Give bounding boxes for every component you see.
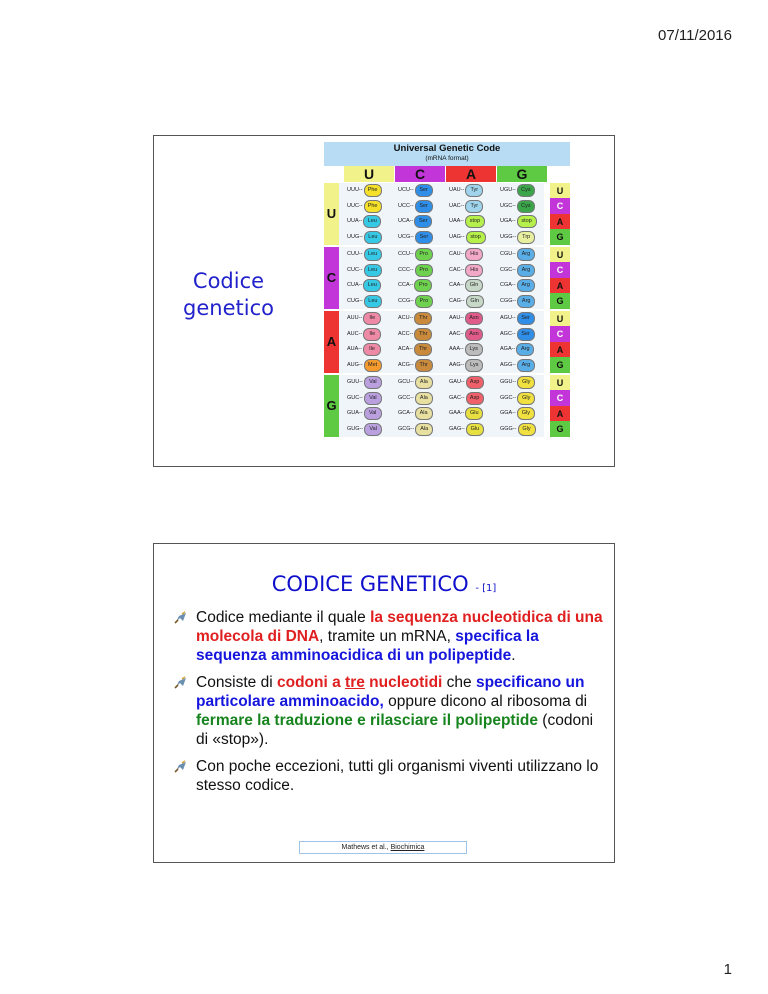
third-base-G: G bbox=[550, 421, 570, 437]
third-base-A: A bbox=[550, 214, 570, 230]
codon-cell bbox=[449, 375, 484, 390]
slide2-title bbox=[154, 572, 614, 596]
source-prefix: Mathews et al., bbox=[341, 844, 391, 851]
codon-cell bbox=[449, 327, 483, 342]
codon-label: UAC-- bbox=[449, 202, 465, 209]
bullet-text-segment: che bbox=[442, 674, 476, 691]
codon-label: UUU-- bbox=[347, 187, 363, 193]
codon-cell bbox=[347, 311, 381, 326]
codon-label: UCU-- bbox=[398, 187, 414, 193]
codon-label: AGU-- bbox=[500, 315, 516, 321]
amino-acid-badge: Tyr bbox=[465, 200, 483, 213]
amino-acid-badge: Cys bbox=[517, 200, 535, 213]
row-header-C: C bbox=[324, 247, 339, 309]
source-citation bbox=[299, 841, 467, 854]
amino-acid-badge: Arg bbox=[517, 248, 535, 261]
codon-label: AAU-- bbox=[449, 315, 464, 321]
bullet-text-segment: Codice mediante il quale bbox=[196, 609, 371, 626]
column-header-A: A bbox=[446, 166, 496, 182]
amino-acid-badge: Arg bbox=[516, 343, 534, 356]
codon-label: GAC-- bbox=[449, 394, 465, 401]
codon-cell bbox=[398, 183, 433, 198]
column-header-C: C bbox=[395, 166, 445, 182]
codon-cell bbox=[500, 230, 535, 245]
codon-cell bbox=[398, 391, 433, 406]
codon-cell bbox=[398, 375, 433, 390]
codon-cell bbox=[500, 183, 535, 198]
codon-cell bbox=[347, 294, 382, 309]
amino-acid-badge: Ser bbox=[415, 200, 433, 213]
amino-acid-badge: stop bbox=[517, 215, 537, 228]
amino-acid-badge: Ala bbox=[415, 423, 433, 436]
codon-cell bbox=[500, 342, 534, 357]
codon-label: CCC-- bbox=[398, 266, 414, 273]
codon-cell bbox=[347, 422, 382, 437]
third-base-A: A bbox=[550, 406, 570, 422]
codon-label: ACU-- bbox=[398, 315, 414, 321]
third-base-U: U bbox=[550, 247, 570, 263]
codon-label: AGC-- bbox=[500, 330, 516, 337]
codon-label: UGU-- bbox=[500, 187, 516, 193]
codon-label: AUG-- bbox=[347, 361, 363, 368]
codon-label: UGA-- bbox=[500, 218, 516, 224]
amino-acid-badge: Gly bbox=[518, 423, 536, 436]
row-header-A: A bbox=[324, 311, 339, 373]
codon-cell bbox=[347, 183, 382, 198]
codon-label: CAG-- bbox=[449, 297, 465, 304]
amino-acid-badge: Lys bbox=[465, 359, 483, 372]
amino-acid-badge: Asn bbox=[465, 312, 483, 325]
codon-cell bbox=[500, 199, 535, 214]
codon-label: CUG-- bbox=[347, 297, 363, 304]
bullet-text-segment: Consiste di bbox=[196, 674, 277, 691]
codon-cell bbox=[449, 391, 484, 406]
codon-cell bbox=[449, 422, 484, 437]
codon-cell bbox=[449, 230, 486, 245]
amino-acid-badge: Val bbox=[364, 423, 382, 436]
bullet-text-segment: , tramite un mRNA, bbox=[319, 628, 456, 645]
bullet-text-segment: . bbox=[511, 647, 516, 664]
amino-acid-badge: Val bbox=[364, 376, 382, 389]
codon-cell bbox=[449, 342, 483, 357]
amino-acid-badge: Leu bbox=[363, 215, 381, 228]
amino-acid-badge: Pro bbox=[415, 248, 433, 261]
codon-cell bbox=[500, 263, 535, 278]
codon-label: CCA-- bbox=[398, 282, 414, 288]
codon-label: AUA-- bbox=[347, 346, 362, 352]
amino-acid-badge: Pro bbox=[415, 264, 433, 277]
codon-label: AGG-- bbox=[500, 361, 516, 368]
codon-cell bbox=[398, 278, 432, 293]
column-header-U: U bbox=[344, 166, 394, 182]
codon-cell bbox=[449, 247, 483, 262]
table-header bbox=[324, 142, 570, 166]
slide-codice-genetico bbox=[153, 543, 615, 863]
third-base-A: A bbox=[550, 278, 570, 294]
amino-acid-badge: Thr bbox=[414, 328, 432, 341]
codon-label: GCU-- bbox=[398, 379, 414, 385]
codon-cell bbox=[347, 391, 382, 406]
genetic-code-table bbox=[324, 142, 570, 442]
bullet-text-segment: specifica la sequenza amminoacidica di un polipeptide bbox=[196, 628, 539, 664]
table-subtitle: (mRNA format) bbox=[425, 155, 469, 162]
codon-cell bbox=[449, 263, 483, 278]
amino-acid-badge: Leu bbox=[363, 279, 381, 292]
amino-acid-badge: Lys bbox=[465, 343, 483, 356]
codon-cell bbox=[347, 406, 382, 421]
codon-label: CGU-- bbox=[500, 251, 516, 257]
codon-label: UUG-- bbox=[347, 233, 363, 240]
amino-acid-badge: Ser bbox=[414, 215, 432, 228]
codon-label: GAU-- bbox=[449, 379, 465, 385]
page-number: 1 bbox=[723, 961, 732, 978]
amino-acid-badge: Gly bbox=[517, 376, 535, 389]
amino-acid-badge: Thr bbox=[414, 343, 432, 356]
amino-acid-badge: Asp bbox=[466, 392, 484, 405]
codon-label: AUC-- bbox=[347, 330, 363, 337]
amino-acid-badge: Cys bbox=[517, 184, 535, 197]
codon-label: UCC-- bbox=[398, 202, 414, 209]
amino-acid-badge: Pro bbox=[415, 295, 433, 308]
bullet-item bbox=[172, 673, 604, 749]
codon-label: GUU-- bbox=[347, 379, 363, 385]
codon-label: GGU-- bbox=[500, 379, 517, 385]
third-base-C: C bbox=[550, 262, 570, 278]
third-base-C: C bbox=[550, 390, 570, 406]
amino-acid-badge: Ser bbox=[517, 312, 535, 325]
slide-genetic-code-table bbox=[153, 135, 615, 467]
codon-cell bbox=[347, 247, 382, 262]
row-header-U: U bbox=[324, 183, 339, 245]
amino-acid-badge: Ser bbox=[517, 328, 535, 341]
amino-acid-badge: Arg bbox=[517, 279, 535, 292]
codon-cell bbox=[398, 294, 433, 309]
codon-cell bbox=[449, 183, 483, 198]
amino-acid-badge: Arg bbox=[517, 359, 535, 372]
slide1-title: Codice genetico bbox=[183, 269, 274, 320]
slide2-title-ref: - [1] bbox=[475, 583, 497, 594]
third-base-G: G bbox=[550, 357, 570, 373]
codon-cell bbox=[398, 199, 433, 214]
codon-cell bbox=[449, 406, 483, 421]
amino-acid-badge: Ile bbox=[363, 343, 381, 356]
amino-acid-badge: Leu bbox=[364, 295, 382, 308]
third-base-C: C bbox=[550, 198, 570, 214]
codon-cell bbox=[449, 294, 484, 309]
codon-cell bbox=[398, 311, 432, 326]
codon-cell bbox=[347, 214, 381, 229]
amino-acid-badge: Arg bbox=[517, 264, 535, 277]
codon-label: CUA-- bbox=[347, 282, 363, 288]
table-title: Universal Genetic Code bbox=[393, 143, 501, 154]
amino-acid-badge: Gly bbox=[517, 407, 535, 420]
codon-label: UGC-- bbox=[500, 202, 516, 209]
amino-acid-badge: Val bbox=[364, 392, 382, 405]
codon-label: GUG-- bbox=[347, 425, 364, 432]
codon-label: GUC-- bbox=[347, 394, 363, 401]
codon-cell bbox=[347, 278, 381, 293]
amino-acid-badge: Phe bbox=[364, 200, 382, 213]
codon-label: ACG-- bbox=[398, 361, 414, 368]
codon-label: GCG-- bbox=[398, 425, 415, 432]
bullet-text-segment: oppure dicono al ribosoma di bbox=[383, 693, 588, 710]
amino-acid-badge: Ser bbox=[415, 231, 433, 244]
codon-cell bbox=[398, 230, 433, 245]
codon-label: AGA-- bbox=[500, 346, 516, 352]
third-base-G: G bbox=[550, 293, 570, 309]
codon-cell bbox=[500, 278, 535, 293]
codon-cell bbox=[347, 327, 381, 342]
codon-label: GGC-- bbox=[500, 394, 517, 401]
codon-cell bbox=[449, 278, 483, 293]
codon-label: CGG-- bbox=[500, 297, 517, 304]
codon-label: CCU-- bbox=[398, 251, 414, 257]
bullet-list bbox=[172, 608, 604, 803]
codon-cell bbox=[398, 263, 433, 278]
amino-acid-badge: Ile bbox=[363, 312, 381, 325]
header-date: 07/11/2016 bbox=[658, 27, 732, 44]
pen-bullet-icon bbox=[174, 610, 188, 624]
codon-label: GCC-- bbox=[398, 394, 414, 401]
codon-cell bbox=[449, 199, 483, 214]
bullet-item bbox=[172, 608, 604, 665]
codon-label: ACC-- bbox=[398, 330, 414, 337]
amino-acid-badge: Asn bbox=[465, 328, 483, 341]
bullet-text-segment: (codoni di «stop»). bbox=[196, 712, 594, 748]
codon-cell bbox=[398, 422, 433, 437]
amino-acid-badge: Gln bbox=[466, 295, 484, 308]
bullet-text-segment: codoni a bbox=[276, 674, 346, 691]
codon-label: AAC-- bbox=[449, 330, 464, 337]
amino-acid-badge: Trp bbox=[517, 231, 535, 244]
codon-label: GUA-- bbox=[347, 410, 363, 416]
codon-label: GGA-- bbox=[500, 410, 516, 416]
codon-label: ACA-- bbox=[398, 346, 413, 352]
bullet-text-segment: specificano un particolare amminoacido, bbox=[196, 674, 585, 710]
third-base-A: A bbox=[550, 342, 570, 358]
codon-cell bbox=[347, 358, 382, 373]
codon-label: CGA-- bbox=[500, 282, 516, 288]
row-header-G: G bbox=[324, 375, 339, 437]
third-base-U: U bbox=[550, 375, 570, 391]
third-base-C: C bbox=[550, 326, 570, 342]
codon-label: AAG-- bbox=[449, 361, 465, 368]
amino-acid-badge: Leu bbox=[364, 248, 382, 261]
amino-acid-badge: Val bbox=[364, 407, 382, 420]
codon-cell bbox=[500, 358, 535, 373]
amino-acid-badge: Gly bbox=[517, 392, 535, 405]
codon-cell bbox=[500, 422, 536, 437]
codon-cell bbox=[500, 375, 535, 390]
bullet-text-segment: Con poche eccezioni, tutti gli organismi viventi utilizzano lo stesso codice. bbox=[196, 758, 599, 794]
codon-label: CAA-- bbox=[449, 282, 464, 288]
codon-cell bbox=[500, 294, 535, 309]
codon-cell bbox=[347, 375, 382, 390]
bullet-text-segment: la sequenza nucleotidica di una molecola di DNA bbox=[196, 609, 603, 645]
codon-cell bbox=[500, 247, 535, 262]
amino-acid-badge: Tyr bbox=[465, 184, 483, 197]
codon-cell bbox=[500, 327, 535, 342]
codon-cell bbox=[500, 214, 537, 229]
amino-acid-badge: Asp bbox=[466, 376, 484, 389]
codon-cell bbox=[347, 230, 382, 245]
amino-acid-badge: Ala bbox=[415, 376, 433, 389]
codon-cell bbox=[500, 391, 535, 406]
source-title: Biochimica bbox=[390, 844, 425, 851]
codon-label: CGC-- bbox=[500, 266, 516, 273]
bullet-item bbox=[172, 757, 604, 795]
codon-label: CAU-- bbox=[449, 251, 465, 257]
codon-label: UGG-- bbox=[500, 233, 517, 240]
amino-acid-badge: Ala bbox=[415, 392, 433, 405]
codon-label: CUU-- bbox=[347, 251, 363, 257]
amino-acid-badge: stop bbox=[466, 231, 486, 244]
codon-label: UAA-- bbox=[449, 218, 464, 224]
bullet-text-segment: nucleotidi bbox=[364, 674, 443, 691]
codon-cell bbox=[398, 342, 432, 357]
amino-acid-badge: stop bbox=[465, 215, 485, 228]
pen-bullet-icon bbox=[174, 759, 188, 773]
codon-label: AAA-- bbox=[449, 346, 464, 352]
codon-cell bbox=[500, 311, 535, 326]
codon-cell bbox=[449, 358, 483, 373]
column-header-G: G bbox=[497, 166, 547, 182]
slide2-title-text: CODICE GENETICO bbox=[271, 572, 469, 596]
amino-acid-badge: Glu bbox=[466, 423, 484, 436]
third-base-U: U bbox=[550, 311, 570, 327]
codon-cell bbox=[398, 358, 433, 373]
amino-acid-badge: Ala bbox=[415, 407, 433, 420]
codon-label: GCA-- bbox=[398, 410, 414, 416]
amino-acid-badge: Leu bbox=[364, 264, 382, 277]
codon-label: UAU-- bbox=[449, 187, 465, 193]
pen-bullet-icon bbox=[174, 675, 188, 689]
codon-cell bbox=[398, 327, 432, 342]
amino-acid-badge: Thr bbox=[414, 312, 432, 325]
amino-acid-badge: Leu bbox=[364, 231, 382, 244]
codon-cell bbox=[398, 406, 433, 421]
codon-cell bbox=[398, 247, 433, 262]
amino-acid-badge: Arg bbox=[517, 295, 535, 308]
codon-label: CCG-- bbox=[398, 297, 414, 304]
amino-acid-badge: Met bbox=[364, 359, 382, 372]
bullet-text-segment: fermare la traduzione e rilasciare il polipeptide bbox=[196, 712, 538, 729]
codon-label: CUC-- bbox=[347, 266, 363, 273]
codon-label: UUA-- bbox=[347, 218, 363, 224]
codon-label: UCG-- bbox=[398, 233, 414, 240]
third-base-G: G bbox=[550, 229, 570, 245]
amino-acid-badge: His bbox=[465, 248, 483, 261]
amino-acid-badge: His bbox=[465, 264, 483, 277]
codon-label: GAG-- bbox=[449, 425, 465, 432]
codon-cell bbox=[347, 263, 382, 278]
amino-acid-badge: Thr bbox=[415, 359, 433, 372]
codon-cell bbox=[398, 214, 432, 229]
codon-label: UCA-- bbox=[398, 218, 414, 224]
codon-label: GGG-- bbox=[500, 425, 517, 432]
amino-acid-badge: Ser bbox=[415, 184, 433, 197]
amino-acid-badge: Glu bbox=[465, 407, 483, 420]
codon-label: CAC-- bbox=[449, 266, 465, 273]
codon-label: AUU-- bbox=[347, 315, 363, 321]
amino-acid-badge: Ile bbox=[363, 328, 381, 341]
codon-label: UUC-- bbox=[347, 202, 363, 209]
amino-acid-badge: Gln bbox=[465, 279, 483, 292]
third-base-U: U bbox=[550, 183, 570, 199]
codon-cell bbox=[449, 311, 483, 326]
codon-cell bbox=[449, 214, 485, 229]
codon-label: GAA-- bbox=[449, 410, 465, 416]
bullet-text-segment: tre bbox=[345, 674, 365, 691]
amino-acid-badge: Pro bbox=[414, 279, 432, 292]
codon-cell bbox=[347, 342, 381, 357]
codon-cell bbox=[500, 406, 535, 421]
codon-label: UAG-- bbox=[449, 233, 465, 240]
amino-acid-badge: Phe bbox=[364, 184, 382, 197]
codon-cell bbox=[347, 199, 382, 214]
